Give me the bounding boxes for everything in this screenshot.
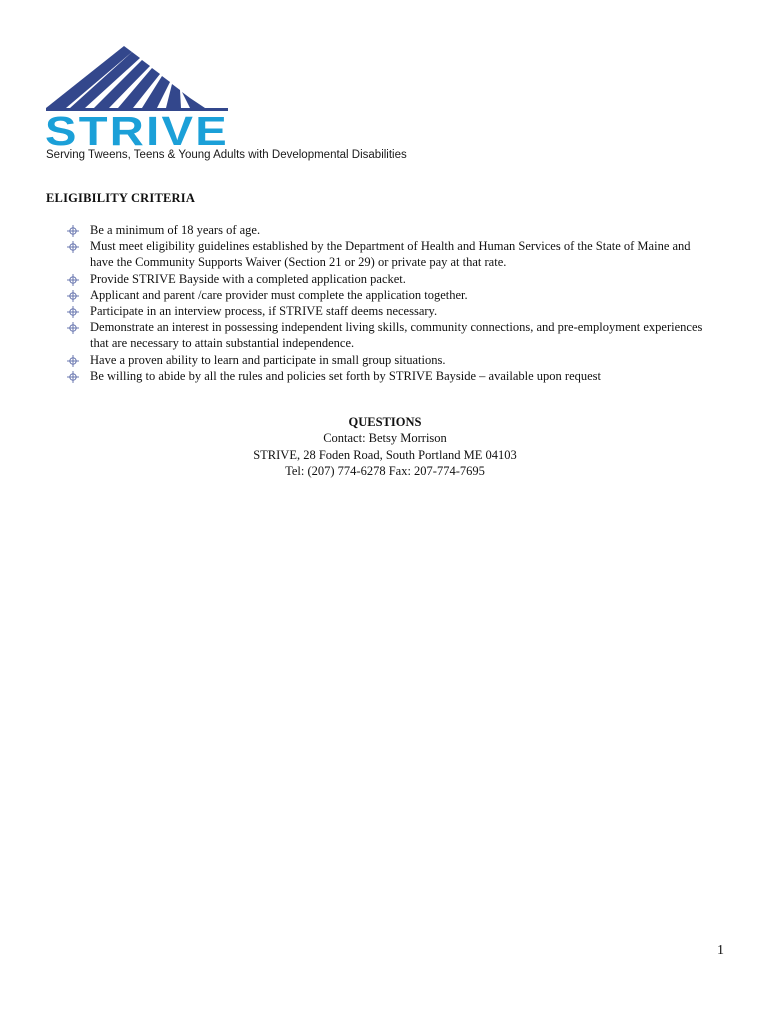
criteria-text: Must meet eligibility guidelines established by the Department of Health and Human Services of the State of Maine and have the Community Supports Waiver (Section 21 or 29) or private pay at that rate. xyxy=(90,239,691,270)
strive-roof-logo-icon xyxy=(44,44,234,152)
roof-stripe xyxy=(166,84,181,108)
criteria-item-1 xyxy=(66,222,716,238)
contact-address: STRIVE, 28 Foden Road, South Portland ME 04103 xyxy=(253,447,517,462)
questions-section xyxy=(0,414,770,479)
criteria-item-8 xyxy=(66,368,716,384)
strive-logo xyxy=(44,44,234,152)
criteria-text: Applicant and parent /care provider must complete the application together. xyxy=(90,287,468,302)
contact-name: Contact: Betsy Morrison xyxy=(323,431,447,446)
logo-tagline: Serving Tweens, Teens & Young Adults with Developmental Disabilities xyxy=(46,149,407,161)
compass-rose-icon xyxy=(66,238,90,254)
compass-rose-icon xyxy=(66,303,90,319)
criteria-item-6 xyxy=(66,319,716,351)
contact-phone-fax: Tel: (207) 774-6278 Fax: 207-774-7695 xyxy=(285,463,485,478)
eligibility-heading: ELIGIBILITY CRITERIA xyxy=(46,191,196,205)
page-number: 1 xyxy=(717,943,724,958)
roof-stripe xyxy=(182,92,205,108)
compass-rose-icon xyxy=(66,319,90,335)
criteria-item-2 xyxy=(66,238,716,270)
compass-rose-icon xyxy=(66,368,90,384)
compass-rose-icon xyxy=(66,352,90,368)
criteria-item-4 xyxy=(66,287,716,303)
criteria-text: Provide STRIVE Bayside with a completed application packet. xyxy=(90,271,406,286)
questions-heading: QUESTIONS xyxy=(348,415,422,429)
criteria-text: Have a proven ability to learn and participate in small group situations. xyxy=(90,352,446,367)
strive-wordmark: STRIVE xyxy=(45,108,229,152)
criteria-text: Demonstrate an interest in possessing independent living skills, community connections, and pre-employment experiences that are necessary to attain substantial independence. xyxy=(90,320,703,351)
criteria-text: Be willing to abide by all the rules and policies set forth by STRIVE Bayside – available upon request xyxy=(90,368,601,383)
criteria-item-3 xyxy=(66,271,716,287)
compass-rose-icon xyxy=(66,222,90,238)
eligibility-criteria-list xyxy=(66,222,716,384)
compass-rose-icon xyxy=(66,287,90,303)
criteria-text: Participate in an interview process, if STRIVE staff deems necessary. xyxy=(90,304,438,319)
criteria-text: Be a minimum of 18 years of age. xyxy=(90,223,261,237)
compass-rose-icon xyxy=(66,271,90,287)
criteria-item-5 xyxy=(66,303,716,319)
criteria-item-7 xyxy=(66,352,716,368)
